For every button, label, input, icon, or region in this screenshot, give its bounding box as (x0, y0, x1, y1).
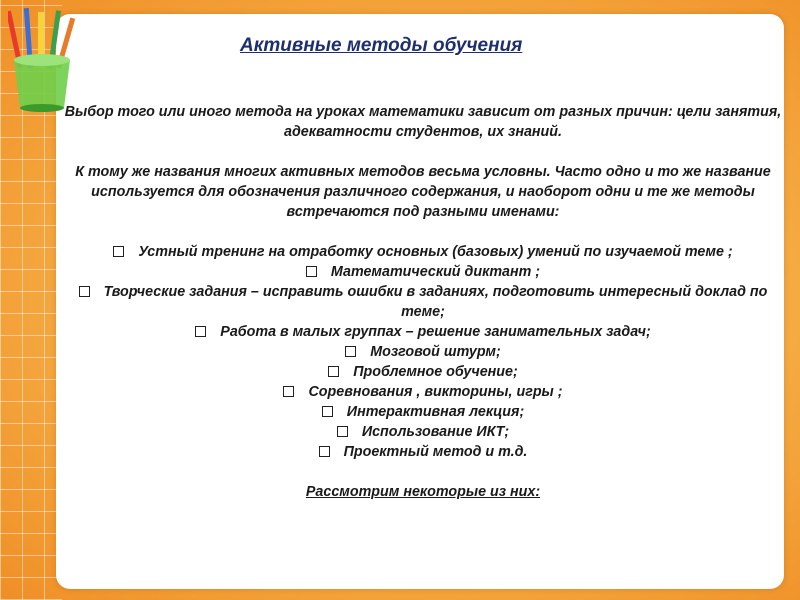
checkbox-bullet-icon (79, 286, 90, 297)
list-item: Мозговой штурм; (62, 342, 784, 362)
checkbox-bullet-icon (337, 426, 348, 437)
methods-list (62, 242, 784, 462)
list-item: Устный тренинг на отработку основных (базовых) умений по изучаемой теме ; (62, 242, 784, 262)
intro-paragraph: Выбор того или иного метода на уроках математики зависит от разных причин: цели занятия, адекватности студентов, их знаний. (64, 104, 782, 140)
list-item: Интерактивная лекция; (62, 402, 784, 422)
checkbox-bullet-icon (322, 406, 333, 417)
list-item: Проектный метод и т.д. (62, 442, 784, 462)
checkbox-bullet-icon (319, 446, 330, 457)
checkbox-bullet-icon (195, 326, 206, 337)
checkbox-bullet-icon (328, 366, 339, 377)
checkbox-bullet-icon (283, 386, 294, 397)
page-title: Активные методы обучения (240, 35, 523, 56)
naming-paragraph: К тому же названия многих активных методов весьма условны. Часто одно и то же название используется для обозначения различного содержания, и наоборот одни и те же методы встречаются под разными именами: (75, 164, 771, 220)
checkbox-bullet-icon (345, 346, 356, 357)
list-item: Работа в малых группах – решение занимательных задач; (62, 322, 784, 342)
slide-body (62, 102, 784, 502)
list-item: Творческие задания – исправить ошибки в заданиях, подготовить интересный доклад по теме; (62, 282, 784, 322)
pencil-cup-icon (8, 8, 76, 112)
list-item: Математический диктант ; (62, 262, 784, 282)
list-item: Проблемное обучение; (62, 362, 784, 382)
closing-line: Рассмотрим некоторые из них: (305, 484, 541, 500)
checkbox-bullet-icon (306, 266, 317, 277)
list-item: Соревнования , викторины, игры ; (62, 382, 784, 402)
list-item: Использование ИКТ; (62, 422, 784, 442)
checkbox-bullet-icon (113, 246, 124, 257)
